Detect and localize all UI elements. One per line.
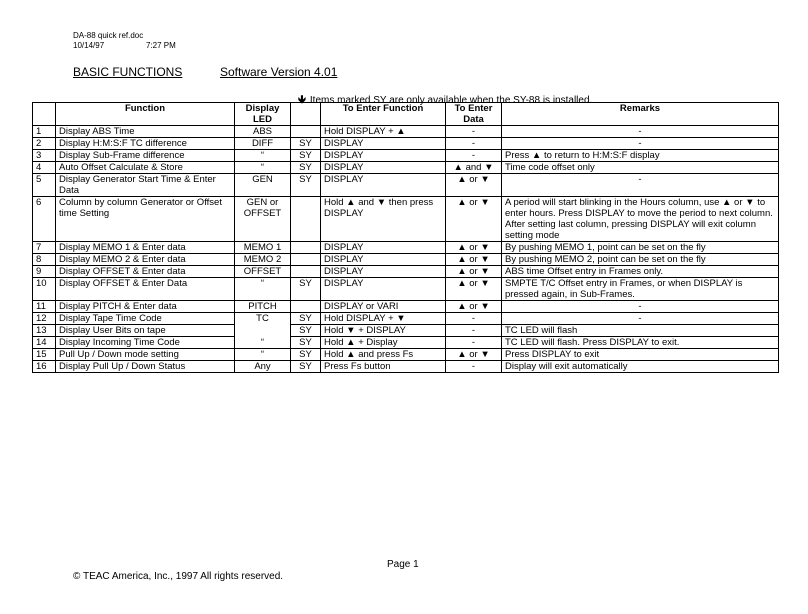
row-remarks: A period will start blinking in the Hours column, use ▲ or ▼ to enter hours. Press DISPLAY to move the period to next column. After setting last column, pressing DISPLAY will exit column setting mode [502,197,779,242]
row-enter-data: ▲ or ▼ [446,242,502,254]
row-sy: SY [291,361,321,373]
row-enter-data: - [446,325,502,337]
row-sy: SY [291,337,321,349]
row-enter-data: ▲ or ▼ [446,266,502,278]
row-remarks: By pushing MEMO 2, point can be set on the fly [502,254,779,266]
row-display-led: MEMO 2 [235,254,291,266]
row-number: 14 [33,337,56,349]
table-row [33,337,779,349]
row-enter-function: DISPLAY [321,138,446,150]
row-number: 13 [33,325,56,337]
row-number: 11 [33,301,56,313]
row-remarks: TC LED will flash. Press DISPLAY to exit. [502,337,779,349]
row-sy: SY [291,162,321,174]
row-remarks: SMPTE T/C Offset entry in Frames, or when DISPLAY is pressed again, in Sub-Frames. [502,278,779,301]
row-display-led: “ [235,150,291,162]
table-row [33,361,779,373]
row-display-led: “ [235,337,291,349]
row-number: 16 [33,361,56,373]
row-number: 12 [33,313,56,325]
table-row [33,325,779,337]
row-number: 2 [33,138,56,150]
row-function: Display User Bits on tape [56,325,235,337]
row-enter-function: DISPLAY [321,254,446,266]
copyright: © TEAC America, Inc., 1997 All rights reserved. [73,571,284,582]
table-row [33,254,779,266]
row-enter-data: ▲ or ▼ [446,174,502,197]
doc-time: 7:27 PM [146,41,176,50]
row-sy [291,301,321,313]
doc-date-time [73,41,176,51]
col-function: Function [56,103,235,126]
row-number: 5 [33,174,56,197]
row-display-led: GEN [235,174,291,197]
row-enter-data: - [446,126,502,138]
row-enter-data: ▲ or ▼ [446,254,502,266]
row-display-led: “ [235,162,291,174]
table-row [33,126,779,138]
row-number: 6 [33,197,56,242]
row-sy [291,242,321,254]
row-function: Display OFFSET & Enter data [56,266,235,278]
row-display-led [235,325,291,337]
row-display-led: “ [235,278,291,301]
row-function: Auto Offset Calculate & Store [56,162,235,174]
row-sy [291,266,321,278]
table-row [33,313,779,325]
col-enter-data: To Enter Data [446,103,502,126]
row-function: Display Generator Start Time & Enter Data [56,174,235,197]
row-enter-data: ▲ or ▼ [446,349,502,361]
row-enter-data: ▲ and ▼ [446,162,502,174]
row-sy [291,254,321,266]
row-enter-data: ▲ or ▼ [446,301,502,313]
row-enter-function: Hold ▲ + Display [321,337,446,349]
row-enter-data: ▲ or ▼ [446,278,502,301]
row-function: Display MEMO 2 & Enter data [56,254,235,266]
row-remarks: Press DISPLAY to exit [502,349,779,361]
row-function: Column by column Generator or Offset time Setting [56,197,235,242]
row-number: 1 [33,126,56,138]
row-display-led: TC [235,313,291,325]
row-number: 8 [33,254,56,266]
row-remarks: Display will exit automatically [502,361,779,373]
row-number: 10 [33,278,56,301]
table-row [33,162,779,174]
row-sy: SY [291,313,321,325]
row-display-led: GEN or OFFSET [235,197,291,242]
row-number: 7 [33,242,56,254]
row-sy: SY [291,349,321,361]
row-enter-data: - [446,337,502,349]
row-remarks: Press ▲ to return to H:M:S:F display [502,150,779,162]
table-row [33,242,779,254]
row-function: Display OFFSET & Enter Data [56,278,235,301]
row-number: 15 [33,349,56,361]
row-remarks: - [502,313,779,325]
row-display-led: Any [235,361,291,373]
row-enter-function: Hold ▼ + DISPLAY [321,325,446,337]
col-display-led: Display LED [235,103,291,126]
page-number: Page 1 [387,559,419,570]
row-enter-function: DISPLAY or VARI [321,301,446,313]
table-row [33,138,779,150]
row-remarks: - [502,301,779,313]
row-enter-function: DISPLAY [321,242,446,254]
row-enter-function: DISPLAY [321,174,446,197]
row-remarks: Time code offset only [502,162,779,174]
row-enter-data: - [446,313,502,325]
table-row [33,301,779,313]
row-enter-function: Hold DISPLAY + ▲ [321,126,446,138]
page-title: BASIC FUNCTIONS [73,65,183,79]
doc-filename: DA-88 quick ref.doc [73,31,144,40]
table-row [33,150,779,162]
row-remarks: By pushing MEMO 1, point can be set on the fly [502,242,779,254]
down-arrow-icon: 🡻 [298,94,306,106]
row-sy: SY [291,150,321,162]
row-function: Display ABS Time [56,126,235,138]
row-function: Display Tape Time Code [56,313,235,325]
row-display-led: MEMO 1 [235,242,291,254]
row-sy: SY [291,174,321,197]
row-enter-function: DISPLAY [321,162,446,174]
row-remarks: - [502,138,779,150]
sy-note-text: Items marked SY are only available when the SY-88 is installed. [309,95,593,106]
row-remarks: - [502,174,779,197]
row-function: Display Sub-Frame difference [56,150,235,162]
row-enter-data: - [446,138,502,150]
row-function: Pull Up / Down mode setting [56,349,235,361]
row-display-led: ABS [235,126,291,138]
row-display-led: “ [235,349,291,361]
row-enter-data: ▲ or ▼ [446,197,502,242]
table-row [33,197,779,242]
row-function: Display H:M:S:F TC difference [56,138,235,150]
row-enter-function: Hold ▲ and ▼ then press DISPLAY [321,197,446,242]
row-number: 3 [33,150,56,162]
row-display-led: OFFSET [235,266,291,278]
col-sy [291,103,321,126]
row-sy: SY [291,325,321,337]
row-enter-function: DISPLAY [321,266,446,278]
row-enter-function: Hold ▲ and press Fs [321,349,446,361]
row-remarks: TC LED will flash [502,325,779,337]
row-display-led: DIFF [235,138,291,150]
row-enter-function: Press Fs button [321,361,446,373]
software-version: Software Version 4.01 [220,65,338,79]
row-function: Display MEMO 1 & Enter data [56,242,235,254]
row-function: Display PITCH & Enter data [56,301,235,313]
row-remarks: ABS time Offset entry in Frames only. [502,266,779,278]
functions-table [32,102,779,373]
table-row [33,278,779,301]
row-display-led: PITCH [235,301,291,313]
row-number: 4 [33,162,56,174]
row-number: 9 [33,266,56,278]
row-sy [291,197,321,242]
row-sy: SY [291,278,321,301]
row-function: Display Pull Up / Down Status [56,361,235,373]
row-function: Display Incoming Time Code [56,337,235,349]
table-row [33,349,779,361]
col-enter-function: To Enter Function [321,103,446,126]
col-remarks: Remarks [502,103,779,126]
row-enter-data: - [446,150,502,162]
table-row [33,174,779,197]
row-enter-data: - [446,361,502,373]
table-row [33,266,779,278]
row-remarks: - [502,126,779,138]
row-enter-function: DISPLAY [321,278,446,301]
row-sy [291,126,321,138]
col-number [33,103,56,126]
doc-date: 10/14/97 [73,41,105,50]
row-enter-function: DISPLAY [321,150,446,162]
table-header-row [33,103,779,126]
row-enter-function: Hold DISPLAY + ▼ [321,313,446,325]
row-sy: SY [291,138,321,150]
